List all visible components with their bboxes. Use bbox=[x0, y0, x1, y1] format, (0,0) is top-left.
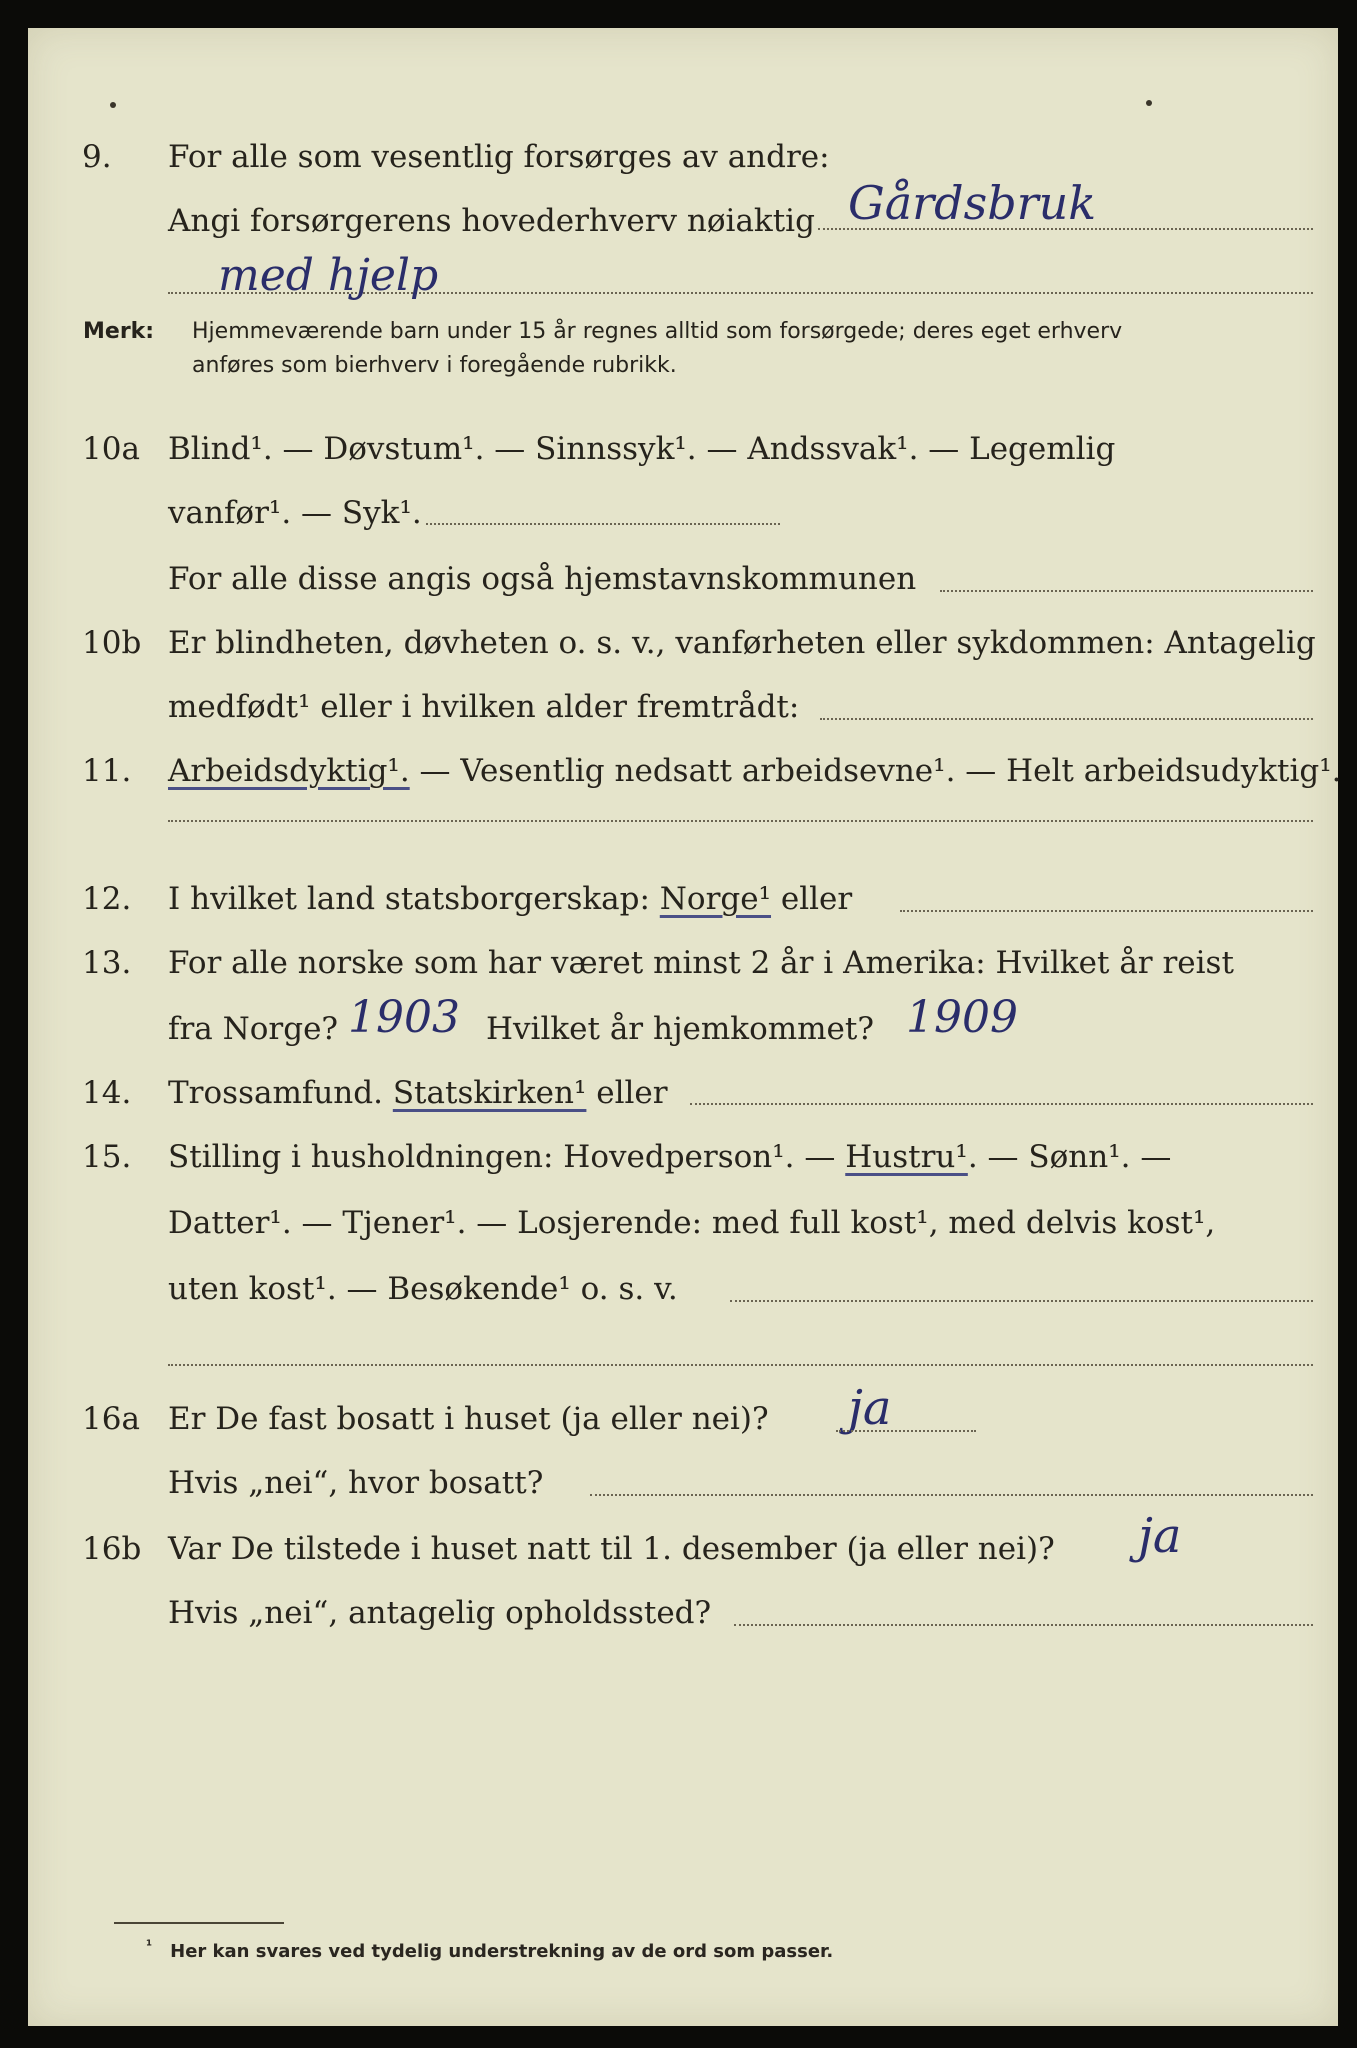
footnote-text: Her kan svares ved tydelig understrekning av de ord som passer. bbox=[170, 1941, 834, 1962]
q15-line2 bbox=[28, 1198, 1338, 1248]
ink-spot bbox=[1146, 100, 1152, 106]
q14-text bbox=[168, 1068, 668, 1118]
q11-number: 11. bbox=[82, 753, 132, 789]
q9-line2 bbox=[28, 196, 1338, 246]
q11-rest: — Vesentlig nedsatt arbeidsevne¹. — Helt arbeidsudyktig¹. bbox=[409, 753, 1342, 789]
q10b-line1 bbox=[28, 618, 1338, 668]
q13-text-2a: fra Norge? bbox=[168, 1011, 339, 1047]
footnote-mark: ¹ bbox=[146, 1938, 153, 1954]
q16b-handwritten-answer: ja bbox=[1138, 1508, 1182, 1564]
q15-answer-line-2 bbox=[168, 1362, 1313, 1366]
q15-text-2: Datter¹. — Tjener¹. — Losjerende: med full kost¹, med delvis kost¹, bbox=[168, 1205, 1216, 1241]
footnote-rule bbox=[114, 1922, 284, 1924]
q16b-answer-line bbox=[734, 1622, 1313, 1626]
q14-suffix: eller bbox=[586, 1075, 668, 1111]
q10a-text-3: For alle disse angis også hjemstavnskommunen bbox=[168, 561, 917, 597]
q13-number: 13. bbox=[82, 945, 132, 981]
footnote bbox=[146, 1938, 833, 1962]
q14-underlined-option: Statskirken¹ bbox=[392, 1075, 587, 1111]
merk-text-2: anføres som bierhverv i foregående rubrikk. bbox=[192, 353, 677, 378]
q10a-number: 10a bbox=[82, 431, 140, 467]
q13-line2 bbox=[28, 1004, 1338, 1054]
q10a-text-1: Blind¹. — Døvstum¹. — Sinnssyk¹. — Andssvak¹. — Legemlig bbox=[168, 431, 1116, 467]
q16a-text-2: Hvis „nei“, hvor bosatt? bbox=[168, 1465, 544, 1501]
q16a-text-1: Er De fast bosatt i huset (ja eller nei)? bbox=[168, 1401, 769, 1437]
q16a-number: 16a bbox=[82, 1401, 140, 1437]
q10a-text-2: vanfør¹. — Syk¹. bbox=[168, 495, 422, 531]
merk-line2 bbox=[28, 348, 1338, 384]
q16b-number: 16b bbox=[82, 1531, 142, 1567]
q12-answer-line bbox=[900, 908, 1313, 912]
q12-prefix: I hvilket land statsborgerskap: bbox=[168, 881, 660, 917]
q13-handwritten-year-reist: 1903 bbox=[348, 992, 460, 1043]
q10b-text-2: medfødt¹ eller i hvilken alder fremtrådt: bbox=[168, 689, 800, 725]
q12-number: 12. bbox=[82, 881, 132, 917]
q14-line bbox=[28, 1068, 1338, 1118]
q16a-line2 bbox=[28, 1458, 1338, 1508]
q16a-answer-line-2 bbox=[590, 1492, 1313, 1496]
merk-label: Merk: bbox=[83, 319, 155, 344]
q10b-answer-line bbox=[820, 716, 1313, 720]
q10b-number: 10b bbox=[82, 625, 142, 661]
q10a-answer-line-1 bbox=[426, 521, 780, 525]
q9-text-2: Angi forsørgerens hovederhverv nøiaktig bbox=[168, 203, 815, 239]
q11-answer-line bbox=[168, 818, 1313, 822]
q9-line1 bbox=[28, 132, 1338, 182]
q9-handwritten-answer-2: med hjelp bbox=[218, 250, 439, 301]
q15-text-3: uten kost¹. — Besøkende¹ o. s. v. bbox=[168, 1271, 678, 1307]
q15-line3 bbox=[28, 1264, 1338, 1314]
q16a-handwritten-answer: ja bbox=[848, 1380, 892, 1436]
q12-text bbox=[168, 874, 852, 924]
q16b-text-2: Hvis „nei“, antagelig opholdssted? bbox=[168, 1595, 712, 1631]
q15-text-1a: Stilling i husholdningen: Hovedperson¹. — bbox=[168, 1139, 846, 1175]
q15-text-1b: . — Sønn¹. — bbox=[967, 1139, 1172, 1175]
q16b-line2 bbox=[28, 1588, 1338, 1638]
q11-text bbox=[168, 746, 1342, 796]
q12-line bbox=[28, 874, 1338, 924]
q10a-line3 bbox=[28, 554, 1338, 604]
q13-text-2b: Hvilket år hjemkommet? bbox=[486, 1011, 874, 1047]
q10a-line2 bbox=[28, 488, 1338, 538]
q13-handwritten-year-hjemkommet: 1909 bbox=[906, 992, 1018, 1043]
q15-number: 15. bbox=[82, 1139, 132, 1175]
q16a-line1 bbox=[28, 1394, 1338, 1444]
q9-text-1: For alle som vesentlig forsørges av andre: bbox=[168, 139, 830, 175]
q16b-text-1: Var De tilstede i huset natt til 1. desember (ja eller nei)? bbox=[168, 1531, 1055, 1567]
q14-number: 14. bbox=[82, 1075, 132, 1111]
q10b-line2 bbox=[28, 682, 1338, 732]
q15-underlined-option: Hustru¹ bbox=[845, 1139, 968, 1175]
q10b-text-1: Er blindheten, døvheten o. s. v., vanførheten eller sykdommen: Antagelig bbox=[168, 625, 1316, 661]
merk-line1 bbox=[28, 314, 1338, 350]
ink-spot bbox=[110, 102, 116, 108]
q14-prefix: Trossamfund. bbox=[168, 1075, 393, 1111]
q11-underlined-option: Arbeidsdyktig¹. bbox=[168, 753, 410, 789]
q12-suffix: eller bbox=[771, 881, 853, 917]
census-form-page bbox=[28, 28, 1342, 2026]
q12-underlined-option: Norge¹ bbox=[659, 881, 772, 917]
q16a-answer-line-1 bbox=[836, 1428, 976, 1432]
q10a-line1 bbox=[28, 424, 1338, 474]
q15-answer-line-1 bbox=[730, 1298, 1313, 1302]
q9-handwritten-answer-1: Gårdsbruk bbox=[848, 176, 1097, 230]
q15-line1 bbox=[28, 1132, 1338, 1182]
q9-number: 9. bbox=[82, 139, 112, 175]
q15-text-1 bbox=[168, 1132, 1171, 1182]
q11-line bbox=[28, 746, 1342, 796]
q13-line1 bbox=[28, 938, 1338, 988]
q10a-answer-line-2 bbox=[940, 588, 1313, 592]
merk-text-1: Hjemmeværende barn under 15 år regnes alltid som forsørgede; deres eget erhverv bbox=[192, 319, 1123, 344]
q14-answer-line bbox=[690, 1101, 1313, 1105]
q13-text-1: For alle norske som har været minst 2 år i Amerika: Hvilket år reist bbox=[168, 945, 1234, 981]
